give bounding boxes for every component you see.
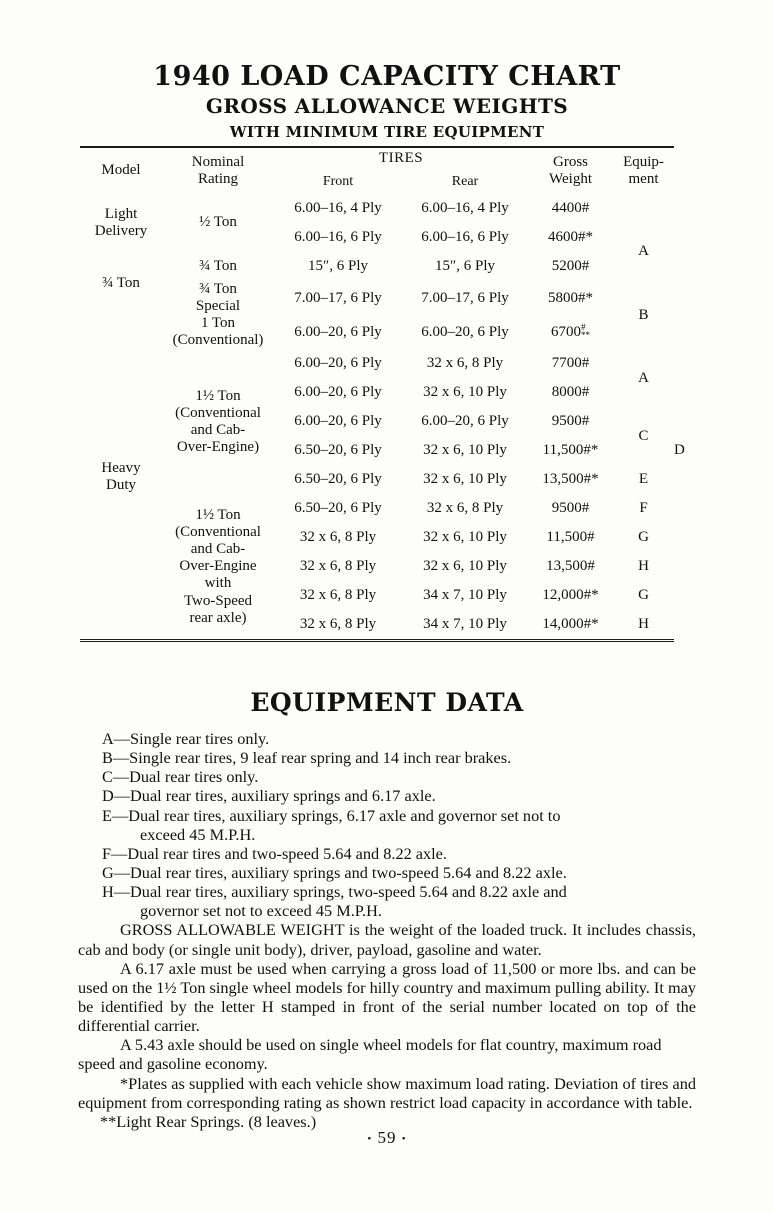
cell-rear-tire: 15″, 6 Ply [435,257,496,274]
cell-equipment: A [638,369,649,386]
equipment-code-text: Dual rear tires, auxiliary springs, two-speed 5.64 and 8.22 axle and [130,882,567,902]
table-row: 6.50–20, 6 Ply 32 x 6, 10 Ply 11,500#* D [80,436,674,465]
cell-rear-tire: 6.00–16, 4 Ply [421,199,509,216]
cell-gross-weight: 11,500#* [542,442,599,459]
equipment-code-letter: B— [102,748,130,768]
equipment-code-list [78,729,696,920]
header-rear: Rear [451,173,479,189]
weight-footnote-marker: # ** [581,321,591,341]
cell-gross-weight: 4400# [551,199,590,216]
equipment-code-item [78,844,696,863]
table-header-row-1 [80,148,674,169]
equipment-code-text: Dual rear tires, auxiliary springs and 6.17 axle. [130,786,436,806]
cell-front-tire: 6.50–20, 6 Ply [294,471,382,488]
equipment-code-letter: A— [102,729,131,748]
cell-front-tire: 32 x 6, 8 Ply [299,529,377,546]
cell-rear-tire: 32 x 6, 10 Ply [423,384,507,401]
cell-front-tire: 6.00–16, 4 Ply [294,199,382,216]
cell-nominal-rating: ¾ Ton Special [195,281,241,315]
cell-nominal-rating: 1 Ton (Conventional) [172,315,264,349]
cell-equipment: C [638,427,649,444]
cell-nominal-rating: ¾ Ton [199,257,237,274]
folio-dot-left: • [367,1133,373,1146]
cell-gross-weight: 9500# [551,500,590,517]
cell-gross-weight: 5200# [551,257,590,274]
cell-rear-tire: 6.00–20, 6 Ply [421,413,509,430]
equipment-code-item [78,748,696,767]
cell-front-tire: 6.00–16, 6 Ply [294,228,382,245]
equipment-data-body [78,729,696,1131]
equipment-code-continuation: governor set not to exceed 45 M.P.H. [140,901,382,921]
equipment-data-heading: EQUIPMENT DATA [250,688,524,717]
cell-nominal-rating: 1½ Ton (Conventional and Cab- Over-Engine) [175,387,261,455]
equipment-code-item [78,882,696,920]
cell-equipment: H [638,558,649,575]
cell-gross-weight: 7700# [551,355,590,372]
title-block [0,62,774,142]
equipment-paragraph: GROSS ALLOWABLE WEIGHT is the weight of the loaded truck. It includes chassis, cab and body (or single unit body), driver, payload, gasoline and water. [78,920,696,959]
equipment-code-letter: C— [102,767,130,787]
equipment-code-letter: E— [102,805,129,825]
equipment-code-continuation: exceed 45 M.P.H. [140,824,256,844]
footnote-light-rear-springs: **Light Rear Springs. (8 leaves.) [100,1111,317,1131]
cell-nominal-rating: 1½ Ton (Conventional and Cab- Over-Engine with Two-Speed rear axle) [175,507,261,626]
cell-gross-weight: 5800#* [548,289,594,306]
equipment-code-text: Single rear tires only. [130,729,270,748]
cell-front-tire: 15″, 6 Ply [307,257,368,274]
header-equipment: Equip- ment [623,153,664,187]
equipment-code-letter: D— [102,786,131,806]
cell-gross-weight: 12,000#* [542,587,599,604]
load-capacity-table [80,148,685,639]
cell-nominal-rating: ½ Ton [199,214,237,231]
header-front: Front [322,173,354,189]
cell-gross-weight: 11,500# [546,529,595,546]
equipment-code-text: Dual rear tires and two-speed 5.64 and 8.22 axle. [127,843,447,863]
cell-model: Heavy Duty [101,460,141,494]
table-bottom-rule [80,639,674,642]
header-gross-weight: Gross Weight [549,153,592,187]
equipment-code-letter: H— [102,882,131,902]
equipment-code-letter: G— [102,862,131,882]
equipment-code-item [78,786,696,805]
cell-front-tire: 6.00–20, 6 Ply [294,355,382,372]
cell-equipment: A [638,243,649,260]
cell-gross-weight: 4600#* [548,228,594,245]
page-subtitle: GROSS ALLOWANCE WEIGHTS [205,94,569,119]
cell-gross-weight: 9500# [551,413,590,430]
cell-rear-tire: 6.00–20, 6 Ply [421,323,509,340]
cell-equipment: H [638,616,649,633]
cell-equipment: G [638,529,649,546]
table-row [80,252,674,281]
cell-model: Light Delivery [94,205,148,239]
equipment-paragraph: A 5.43 axle should be used on single wheel models for flat country, maximum road speed and gasoline economy. [78,1035,662,1074]
cell-rear-tire: 32 x 6, 10 Ply [423,442,507,459]
table-row [80,494,674,523]
cell-equipment: E [638,471,649,488]
page-title: 1940 LOAD CAPACITY CHART [153,61,621,92]
table-row [80,281,674,315]
equipment-code-item [78,767,696,786]
folio-page-number: 59 [377,1128,397,1147]
table-row [80,315,674,349]
cell-gross-weight: 14,000#* [542,616,599,633]
cell-rear-tire: 32 x 6, 10 Ply [423,529,507,546]
cell-front-tire: 6.00–20, 6 Ply [294,413,382,430]
equipment-code-letter: F— [102,843,128,863]
cell-rear-tire: 32 x 6, 8 Ply [426,355,504,372]
page-subtitle-2: WITH MINIMUM TIRE EQUIPMENT [229,123,545,142]
cell-gross-weight: 13,500# [546,558,595,575]
cell-front-tire: 6.00–20, 6 Ply [294,384,382,401]
equipment-paragraph: *Plates as supplied with each vehicle show maximum load rating. Deviation of tires and equipment from corresponding rating as shown restrict load capacity in accordance with table. [78,1073,696,1112]
equipment-code-item [78,863,696,882]
equipment-code-text: Dual rear tires only. [129,767,259,787]
cell-rear-tire: 34 x 7, 10 Ply [423,616,507,633]
cell-equipment: F [639,500,648,517]
equipment-code-text: Dual rear tires, auxiliary springs, 6.17 axle and governor set not to [128,805,561,825]
cell-front-tire: 32 x 6, 8 Ply [299,558,377,575]
cell-front-tire: 7.00–17, 6 Ply [294,289,382,306]
cell-front-tire: 6.00–20, 6 Ply [294,323,382,340]
cell-front-tire: 32 x 6, 8 Ply [299,587,377,604]
cell-gross-weight: 13,500#* [542,471,599,488]
cell-front-tire: 32 x 6, 8 Ply [299,616,377,633]
folio-dot-right: • [401,1133,407,1146]
cell-gross-weight: 6700 # ** [551,321,591,341]
equipment-code-text: Single rear tires, 9 leaf rear spring and 14 inch rear brakes. [129,748,512,768]
cell-front-tire: 6.50–20, 6 Ply [294,442,382,459]
cell-front-tire: 6.50–20, 6 Ply [294,500,382,517]
cell-gross-weight: 8000# [551,384,590,401]
cell-model: ¾ Ton [102,275,140,292]
equipment-code-item [78,729,696,748]
cell-equipment: G [638,587,649,604]
cell-rear-tire: 32 x 6, 10 Ply [423,471,507,488]
header-nominal-rating: Nominal Rating [191,153,245,187]
cell-rear-tire: 32 x 6, 10 Ply [423,558,507,575]
cell-rear-tire: 7.00–17, 6 Ply [421,289,509,306]
equipment-paragraph-list [78,920,696,1111]
cell-rear-tire: 34 x 7, 10 Ply [423,587,507,604]
load-capacity-table-wrap [80,146,685,642]
header-model: Model [101,162,141,179]
equipment-code-text: Dual rear tires, auxiliary springs and two-speed 5.64 and 8.22 axle. [130,862,567,882]
cell-rear-tire: 32 x 6, 8 Ply [426,500,504,517]
cell-rear-tire: 6.00–16, 6 Ply [421,228,509,245]
equipment-code-item [78,806,696,844]
page-folio [0,1128,774,1148]
header-tires: TIRES [378,150,424,167]
table-row [80,349,674,378]
equipment-paragraph: A 6.17 axle must be used when carrying a gross load of 11,500 or more lbs. and can be used on the 1½ Ton single wheel models for hilly country and maximum pulling ability. It may be identified by the letter H stamped in front of the serial number located on top of the differential carrier. [78,958,696,1036]
cell-equipment: B [638,306,649,323]
table-row [80,194,674,223]
